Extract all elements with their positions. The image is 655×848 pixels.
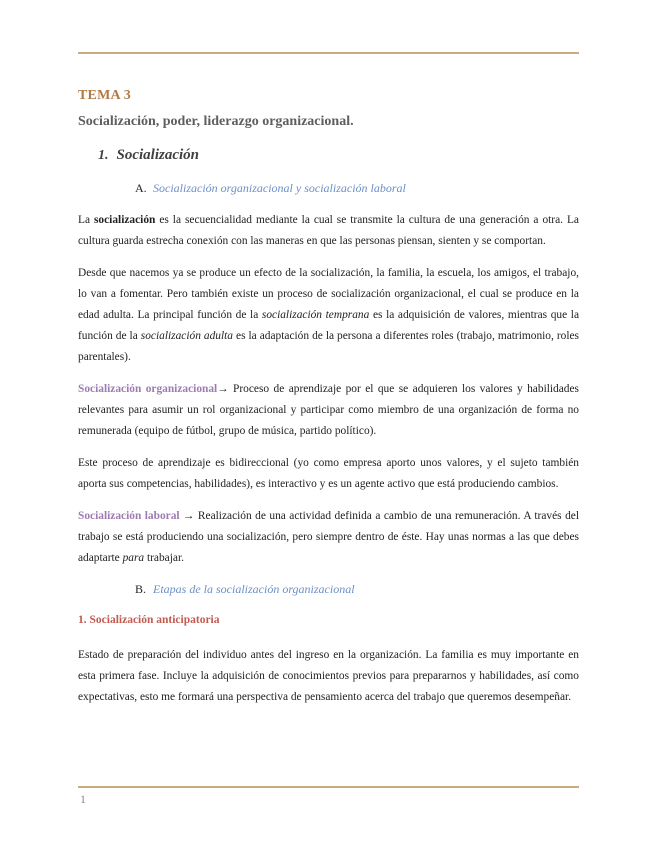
section-number: 1.	[98, 148, 109, 163]
heading-socializacion-anticipatoria: 1. Socialización anticipatoria	[78, 614, 220, 626]
term-label: Socialización organizacional	[78, 383, 218, 395]
subsection-letter: B.	[135, 582, 147, 596]
section-heading-socializacion	[98, 147, 199, 164]
subsection-title: Etapas de la socialización organizacional	[153, 582, 355, 596]
arrow-icon: →	[179, 510, 195, 522]
header-rule	[78, 52, 579, 54]
paragraph-text: Este proceso de aprendizaje es bidireccional (yo como empresa aporto unos valores, y el sujeto también aporta sus competencias, habilidades), es interactivo y es un agente activo que está produciendo cambios.	[78, 457, 579, 490]
paragraph-text: trabajar.	[144, 552, 184, 564]
paragraph-anticipatoria	[78, 645, 579, 708]
paragraph-text: La	[78, 214, 94, 226]
paragraph-socializacion-definition	[78, 210, 579, 252]
tema-subtitle: Socialización, poder, liderazgo organizacional.	[78, 114, 354, 129]
paragraph-socializacion-laboral	[78, 506, 579, 569]
italic-term: socialización temprana	[261, 309, 370, 321]
paragraph-text: Estado de preparación del individuo antes del ingreso en la organización. La familia es muy importante en esta primera fase. Incluye la adquisición de conocimientos previos para prepararnos y habilidades, así como expectativas, esto me formará una perspectiva de pensamiento acerca del trabajo que queremos desempeñar.	[78, 649, 579, 703]
bold-term: socialización	[93, 214, 156, 226]
tema-heading: TEMA 3	[78, 88, 131, 103]
subsection-letter: A.	[135, 181, 147, 195]
paragraph-text: es la adaptación de la persona a diferentes roles (trabajo, matrimonio, roles parentales).	[78, 330, 579, 363]
subsection-title: Socialización organizacional y socialización laboral	[153, 181, 406, 195]
term-label: Socialización laboral	[78, 510, 180, 522]
italic-term: socialización adulta	[140, 330, 234, 342]
paragraph-text: es la adquisición de valores, mientras que la función de la	[78, 309, 579, 342]
paragraph-text: Realización de una actividad definida a cambio de una remuneración. A través del trabajo se está produciendo una socialización, pero siempre dentro de éste. Hay unas normas a las que debes adaptarte	[78, 510, 579, 564]
section-title: Socialización	[116, 147, 200, 163]
paragraph-socializacion-adulta	[78, 263, 579, 368]
page-number: 1	[80, 792, 86, 806]
paragraph-proceso-aprendizaje	[78, 453, 579, 495]
paragraph-text: Proceso de aprendizaje por el que se adquieren los valores y habilidades relevantes para asumir un rol organizacional y participar como miembro de una organización de forma no remunerada (equipo de fútbol, grupo de música, partido político).	[78, 383, 579, 437]
italic-term: para	[122, 552, 145, 564]
paragraph-text: Desde que nacemos ya se produce un efecto de la socialización, la familia, la escuela, los amigos, el trabajo, lo van a fomentar. Pero también existe un proceso de socialización organizacional, el cual se produce en la edad adulta. La principal función de la	[78, 267, 579, 321]
paragraph-text: es la secuencialidad mediante la cual se transmite la cultura de una generación a otra. La cultura guarda estrecha conexión con las maneras en que las personas piensan, sienten y se comportan.	[78, 214, 579, 247]
paragraph-socializacion-organizacional	[78, 379, 579, 442]
subsection-heading-a	[135, 181, 406, 196]
arrow-icon: →	[217, 383, 229, 395]
subsection-heading-b	[135, 582, 355, 597]
footer-rule	[78, 786, 579, 788]
